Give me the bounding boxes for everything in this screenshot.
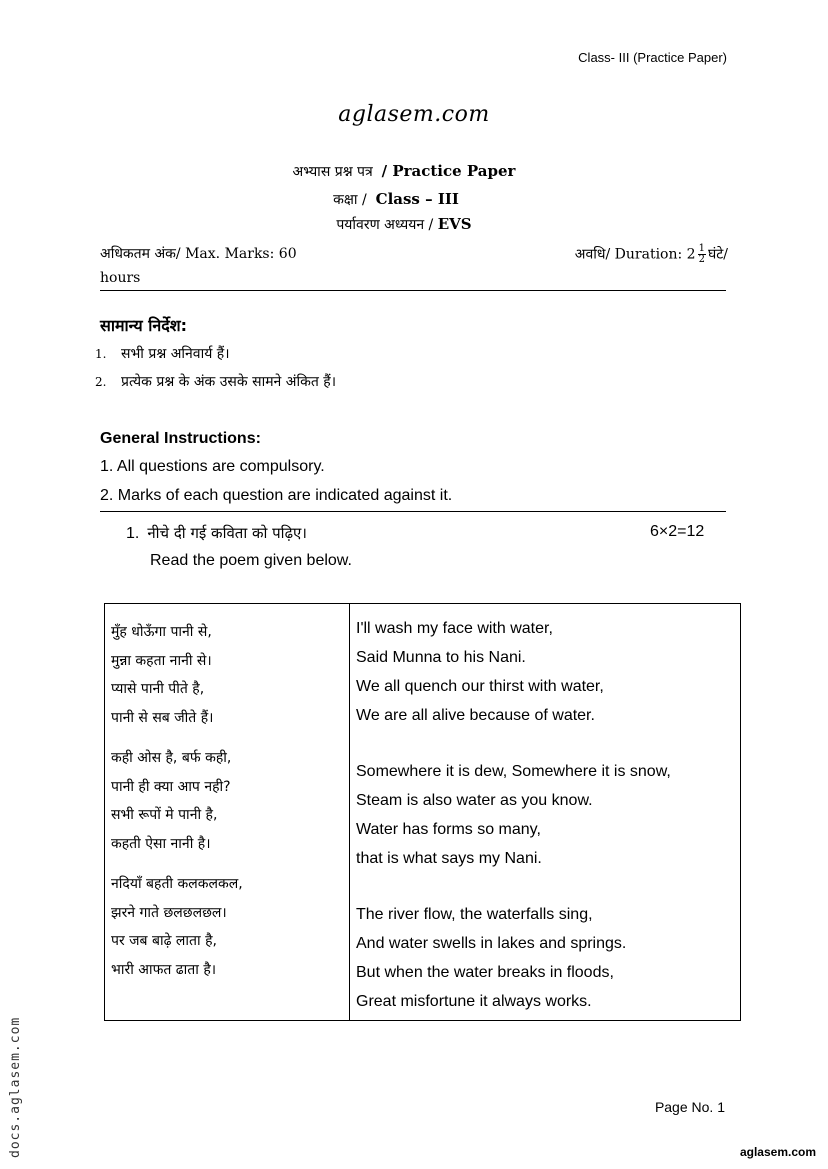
instruction-text: सभी प्रश्न अनिवार्य हैं। bbox=[121, 346, 230, 362]
site-logo: aglasem.com bbox=[338, 102, 490, 127]
stanza bbox=[111, 744, 243, 858]
poem-line: मुँह धोऊँगा पानी से, bbox=[111, 624, 212, 640]
poem-line: Steam is also water as you know. bbox=[356, 792, 593, 809]
page-number: Page No. 1 bbox=[654, 1099, 725, 1115]
header-divider bbox=[100, 290, 726, 291]
subject-en: EVS bbox=[437, 215, 472, 233]
question-number: 1. bbox=[126, 525, 140, 542]
poem-line: नदियाँ बहती कलकलकल, bbox=[111, 876, 243, 892]
paper-title bbox=[0, 162, 808, 181]
poem-line: कही ओस है, बर्फ कही, bbox=[111, 750, 232, 766]
instructions-en-heading: General Instructions: bbox=[100, 430, 261, 447]
instruction-hi-item bbox=[95, 372, 336, 391]
instructions-hi-heading: सामान्य निर्देश: bbox=[100, 316, 188, 335]
paper-title-hi: अभ्यास प्रश्न पत्र bbox=[292, 164, 373, 180]
poem-line: मुन्ना कहता नानी से। bbox=[111, 652, 212, 669]
question-marks: 6×2=12 bbox=[650, 523, 705, 540]
fraction-denominator: 2 bbox=[698, 254, 705, 265]
column-divider bbox=[349, 604, 350, 1020]
poem-english-column bbox=[356, 614, 671, 1043]
class-label: Class- III (Practice Paper) bbox=[578, 50, 727, 65]
paper-title-en: / Practice Paper bbox=[381, 162, 516, 180]
poem-line: प्यासे पानी पीते है, bbox=[111, 681, 205, 697]
poem-line: But when the water breaks in floods, bbox=[356, 964, 614, 981]
poem-line: I'll wash my face with water, bbox=[356, 620, 553, 637]
poem-line: झरने गाते छलछलछल। bbox=[111, 904, 227, 921]
subject-line bbox=[0, 215, 808, 234]
instruction-en-item: 1. All questions are compulsory. bbox=[100, 458, 325, 475]
class-line bbox=[0, 190, 800, 209]
poem-line: We are all alive because of water. bbox=[356, 707, 595, 724]
instruction-hi-item bbox=[95, 344, 230, 363]
poem-line: Water has forms so many, bbox=[356, 821, 541, 838]
side-watermark bbox=[8, 1000, 32, 1158]
instruction-number: 1. bbox=[95, 347, 107, 361]
instruction-number: 2. bbox=[95, 375, 107, 389]
subject-hi: पर्यावरण अध्ययन / bbox=[336, 217, 434, 233]
fraction-numerator: 1 bbox=[698, 243, 705, 254]
poem-line: Said Munna to his Nani. bbox=[356, 649, 526, 666]
poem-line: सभी रूपों मे पानी है, bbox=[111, 807, 218, 823]
poem-line: पानी ही क्या आप नही? bbox=[111, 778, 231, 795]
duration-fraction bbox=[698, 244, 706, 265]
poem-line: The river flow, the waterfalls sing, bbox=[356, 906, 593, 923]
stanza bbox=[356, 614, 671, 730]
poem-line: We all quench our thirst with water, bbox=[356, 678, 604, 695]
poem-hindi-column bbox=[111, 618, 243, 996]
stanza bbox=[111, 870, 243, 984]
poem-line: पर जब बाढ़े लाता है, bbox=[111, 933, 217, 949]
poem-line: Somewhere it is dew, Somewhere it is snow, bbox=[356, 763, 671, 780]
poem-line: कहती ऐसा नानी है। bbox=[111, 835, 211, 852]
poem-table bbox=[104, 603, 741, 1021]
stanza bbox=[356, 900, 671, 1016]
instruction-en-item: 2. Marks of each question are indicated against it. bbox=[100, 487, 453, 504]
instructions-divider bbox=[100, 511, 726, 512]
stanza bbox=[111, 618, 243, 732]
poem-line: And water swells in lakes and springs. bbox=[356, 935, 627, 952]
duration-suffix: घंटे/ bbox=[707, 246, 728, 263]
question-text-en: Read the poem given below. bbox=[150, 552, 352, 569]
duration bbox=[575, 244, 728, 265]
hours-label: hours bbox=[100, 270, 141, 286]
question-text-hi: नीचे दी गई कविता को पढ़िए। bbox=[147, 524, 307, 542]
poem-line: Great misfortune it always works. bbox=[356, 993, 592, 1010]
poem-line: पानी से सब जीते हैं। bbox=[111, 709, 214, 726]
question-1 bbox=[126, 523, 307, 543]
footer-brand: aglasem.com bbox=[739, 1145, 816, 1159]
max-marks: अधिकतम अंक/ Max. Marks: 60 bbox=[100, 246, 297, 262]
poem-line: भारी आफत ढाता है। bbox=[111, 961, 217, 978]
poem-line: that is what says my Nani. bbox=[356, 850, 542, 867]
instruction-text: प्रत्येक प्रश्न के अंक उसके सामने अंकित हैं। bbox=[121, 374, 337, 390]
duration-prefix: अवधि/ Duration: 2 bbox=[574, 246, 696, 263]
stanza bbox=[356, 757, 671, 873]
class-hi: कक्षा / bbox=[333, 192, 367, 208]
watermark-text: docs.aglasem.com bbox=[8, 1016, 23, 1158]
class-en: Class – III bbox=[375, 190, 459, 208]
